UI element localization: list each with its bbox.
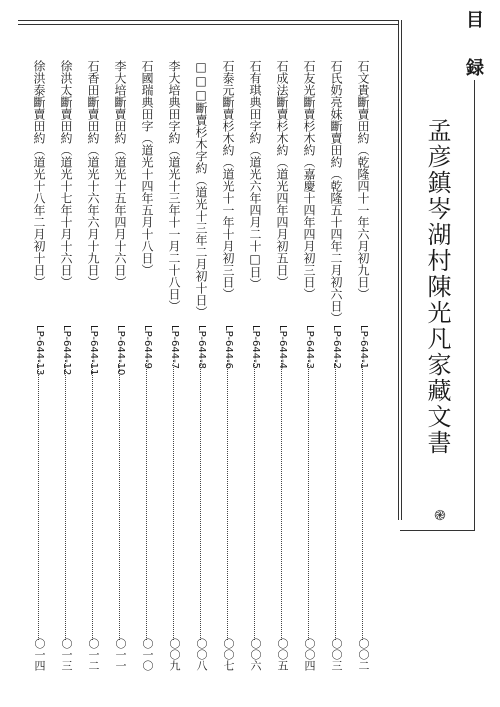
entry-page: 〇〇七 xyxy=(222,638,235,671)
entry-code: LP-644-9 xyxy=(142,325,153,370)
entry-title: 石友光斷賣杉木約（嘉慶十四年四月初三日） xyxy=(302,60,316,300)
entry-page: 〇一二 xyxy=(87,638,100,671)
entry-title: 李大培斷賣田約（道光十五年四月十六日） xyxy=(113,60,127,288)
entry-page: 〇一一 xyxy=(114,638,127,671)
toc-entry[interactable] xyxy=(354,60,372,700)
toc-entry[interactable] xyxy=(300,60,318,700)
entry-code: LP-644-4 xyxy=(277,325,288,370)
entry-page: 〇一四 xyxy=(33,638,46,671)
dot-leader xyxy=(281,360,282,640)
heading-char-1: 目 xyxy=(466,10,484,31)
title-frame-left-rule xyxy=(398,20,402,520)
heading-char-2: 録 xyxy=(466,58,484,79)
toc-entry[interactable] xyxy=(111,60,129,700)
toc-entry[interactable] xyxy=(165,60,183,700)
toc-entry[interactable] xyxy=(30,60,48,700)
entry-code: LP-644-8 xyxy=(196,325,207,370)
entry-title: 石泰元斷賣杉木約（道光十一年十月初三日） xyxy=(221,60,235,300)
toc-entries xyxy=(22,60,372,700)
dot-leader xyxy=(146,360,147,640)
entry-page: 〇一〇 xyxy=(141,638,154,671)
dot-leader xyxy=(254,360,255,640)
toc-entry[interactable] xyxy=(84,60,102,700)
section-heading xyxy=(452,12,498,78)
collection-title: 孟彦鎮岑湖村陳光凡家藏文書 xyxy=(423,118,451,456)
entry-code: LP-644-1 xyxy=(358,325,369,370)
dot-leader xyxy=(119,360,120,640)
title-frame-right-rule xyxy=(474,80,475,530)
toc-entry[interactable] xyxy=(57,60,75,700)
entry-title: 石香田斷賣田約（道光十六年六月十九日） xyxy=(86,60,100,288)
entry-title: 石文貴斷賣田約（乾隆四十一年六月初九日） xyxy=(356,60,370,300)
entry-page: 〇〇二 xyxy=(357,638,370,671)
entry-page: 〇〇六 xyxy=(249,638,262,671)
toc-entry[interactable] xyxy=(327,60,345,700)
dot-leader xyxy=(200,360,201,640)
entry-code: LP-644-7 xyxy=(169,325,180,370)
entry-page: 〇〇九 xyxy=(168,638,181,671)
entry-code: LP-644-3 xyxy=(304,325,315,370)
entry-page: 〇〇八 xyxy=(195,638,208,671)
dot-leader xyxy=(92,360,93,640)
dot-leader xyxy=(38,360,39,640)
entry-title: 石有琪典田字約（道光六年四月二十□日） xyxy=(248,60,262,290)
dot-leader xyxy=(362,360,363,640)
entry-title: 石氏奶亮妹斷賣田約（乾隆五十四年二月初六日） xyxy=(329,60,343,324)
toc-entry[interactable] xyxy=(273,60,291,700)
entry-title: □□□斷賣杉木字約（道光十三年二月初十日） xyxy=(194,60,208,318)
top-rule xyxy=(18,20,398,25)
entry-page: 〇〇五 xyxy=(276,638,289,671)
dot-leader xyxy=(227,360,228,640)
entry-code: LP-644-2 xyxy=(331,325,342,370)
ornament-icon: ֎ xyxy=(434,508,446,524)
entry-page: 〇〇三 xyxy=(330,638,343,671)
dot-leader xyxy=(335,360,336,640)
entry-code: LP-644-6 xyxy=(223,325,234,370)
entry-code: LP-644-11 xyxy=(88,325,99,376)
entry-title: 徐洪泰斷賣田約（道光十八年二月初十日） xyxy=(32,60,46,288)
toc-entry[interactable] xyxy=(219,60,237,700)
entry-code: LP-644-12 xyxy=(61,325,72,376)
entry-title: 石國瑞典田字（道光十四年五月十八日） xyxy=(140,60,154,276)
entry-title: 李大培典田字約（道光十三年十一月二十八日） xyxy=(167,60,181,312)
toc-entry[interactable] xyxy=(246,60,264,700)
entry-code: LP-644-5 xyxy=(250,325,261,370)
dot-leader xyxy=(65,360,66,640)
entry-title: 石成法斷賣杉木約（道光四年四月初五日） xyxy=(275,60,289,288)
entry-title: 徐洪太斷賣田約（道光十七年十月十六日） xyxy=(59,60,73,288)
dot-leader xyxy=(308,360,309,640)
toc-entry[interactable] xyxy=(192,60,210,700)
entry-page: 〇一三 xyxy=(60,638,73,671)
entry-code: LP-644-13 xyxy=(34,325,45,376)
entry-code: LP-644-10 xyxy=(115,325,126,376)
toc-entry[interactable] xyxy=(138,60,156,700)
entry-page: 〇〇四 xyxy=(303,638,316,671)
dot-leader xyxy=(173,360,174,640)
